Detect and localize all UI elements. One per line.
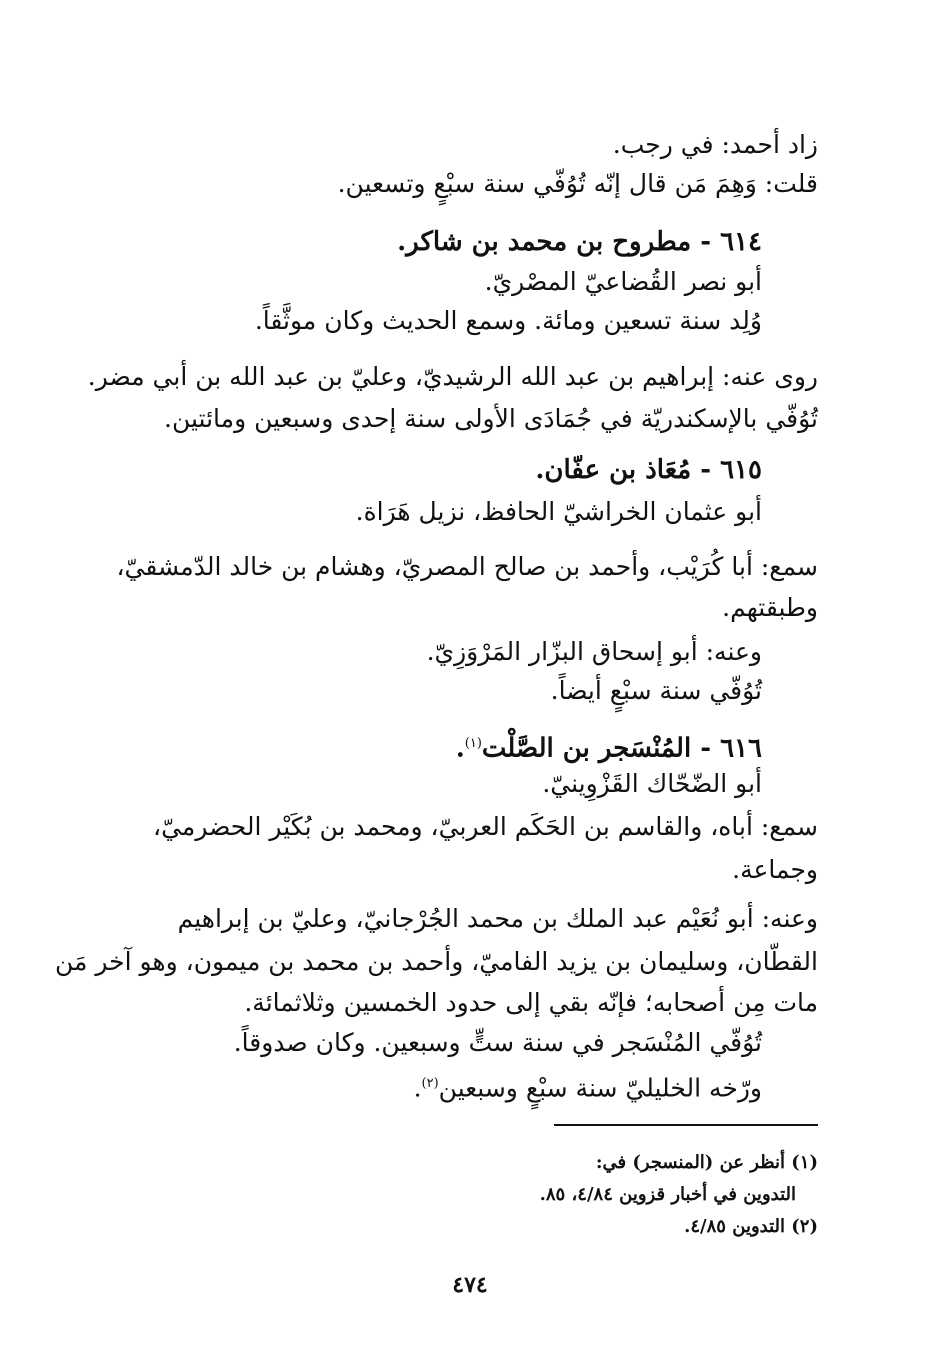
text-line: وُلِد سنة تسعين ومائة. وسمع الحديث وكان موثَّقاً. [254,306,762,335]
entry-heading-614: ٦١٤ - مطروح بن محمد بن شاكر. [397,227,762,257]
text-line: أبو عثمان الخراشيّ الحافظ، نزيل هَرَاة. [355,497,762,526]
footnote-divider [554,1124,818,1126]
text-line: مات مِن أصحابه؛ فإنّه بقي إلى حدود الخمسين وثلاثمائة. [244,988,818,1017]
text-line: سمع: أباه، والقاسم بن الحَكَم العربيّ، ومحمد بن بُكَيْر الحضرميّ، [153,812,818,841]
text-line: وعنه: أبو نُعَيْم عبد الملك بن محمد الجُرْجانيّ، وعليّ بن إبراهيم [177,904,818,933]
heading-text: ٦١٦ - المُنْسَجر بن الصَّلْت [481,733,762,764]
footnote-1-source: التدوين في أخبار قزوين ٤/٨٤، ٨٥. [539,1184,796,1205]
line-period: . [413,1073,422,1103]
text-line: أبو الضّحّاك القَزْوِينيّ. [542,769,762,798]
text-line: وجماعة. [732,855,818,884]
text-line: تُوُفّي بالإسكندريّة في جُمَادَى الأولى سنة إحدى وسبعين ومائتين. [164,404,818,433]
text-line: وطبقتهم. [722,593,818,622]
text-line: القطّان، وسليمان بن يزيد الفاميّ، وأحمد بن محمد بن ميمون، وهو آخر مَن [55,947,818,976]
footnote-2: (٢) التدوين ٤/٨٥. [684,1216,818,1237]
text-line: تُوُفّي المُنْسَجر في سنة ستٍّ وسبعين. وكان صدوقاً. [233,1028,762,1057]
text-line: أبو نصر القُضاعيّ المصْريّ. [484,267,762,296]
page-number: ٤٧٤ [452,1272,488,1298]
text-line: قلت: وَهِمَ مَن قال إنّه تُوُفّي سنة سبْعٍ وتسعين. [337,169,818,198]
text-line: زاد أحمد: في رجب. [612,130,818,159]
entry-heading-615: ٦١٥ - مُعَاذ بن عفّان. [535,455,762,485]
footnote-1: (١) أنظر عن (المنسجر) في: [595,1152,818,1173]
text-line: روى عنه: إبراهيم بن عبد الله الرشيديّ، وعليّ بن عبد الله بن أبي مضر. [87,362,818,391]
text-line: وعنه: أبو إسحاق البزّار المَرْوَزِيّ. [426,637,762,666]
heading-period: . [455,733,465,764]
line-text: ورّخه الخليليّ سنة سبْعٍ وسبعين [438,1073,762,1103]
entry-heading-616 [456,726,762,767]
footnote-marker: (١) [464,736,482,751]
text-line: سمع: أبا كُرَيْب، وأحمد بن صالح المصريّ، وهشام بن خالد الدّمشقيّ، [116,552,818,581]
text-line: تُوُفّي سنة سبْعٍ أيضاً. [550,676,762,705]
footnote-marker: (٢) [421,1076,439,1091]
text-line [414,1066,762,1106]
